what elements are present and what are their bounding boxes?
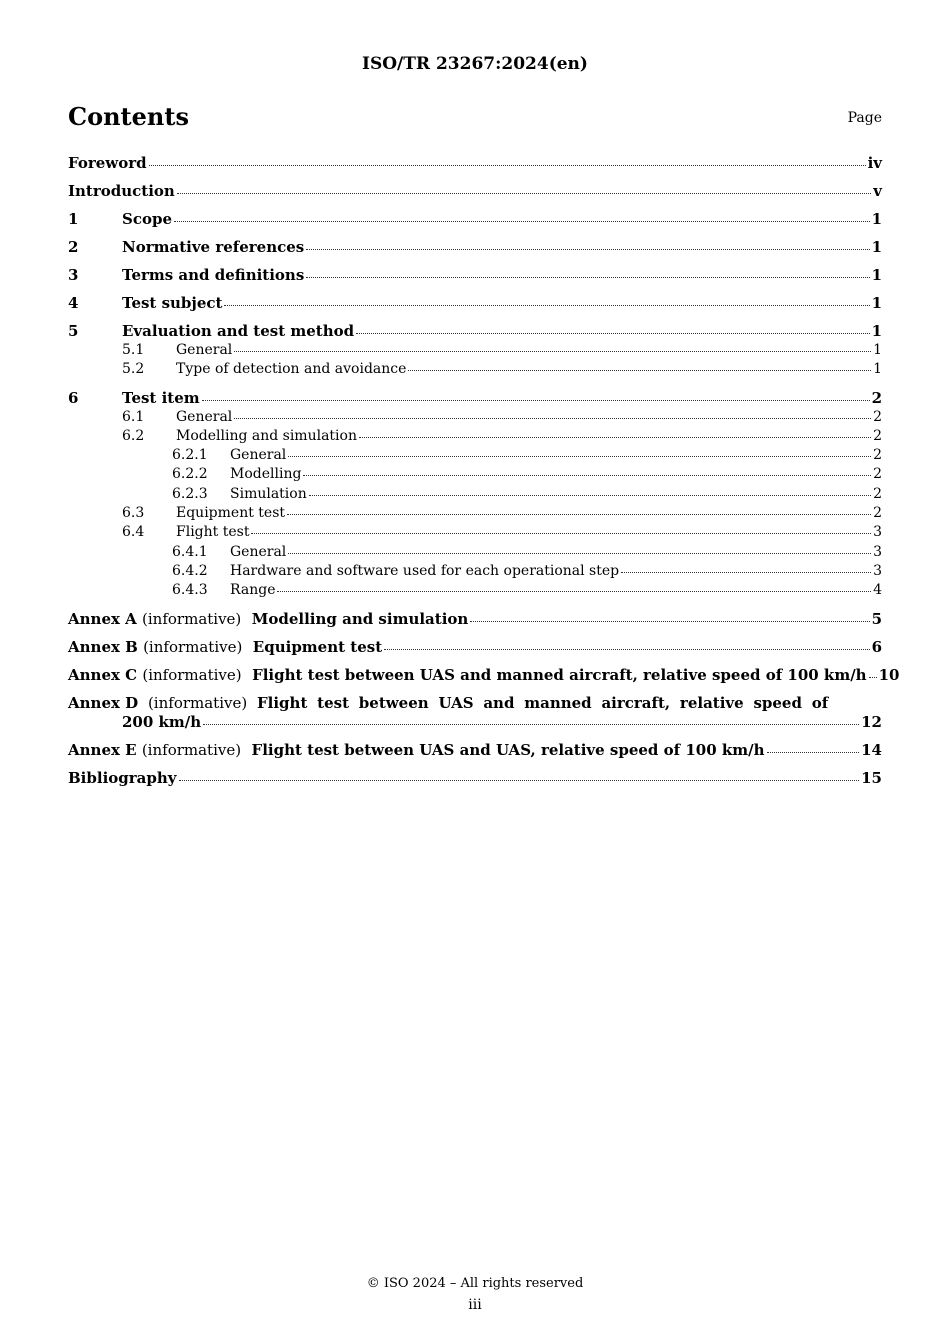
leader-dots [384, 648, 869, 650]
toc-title: Equipment test [176, 505, 286, 522]
annex-title-word: Flight [257, 693, 308, 712]
leader-dots [621, 571, 871, 573]
annex-d-first-line [68, 694, 882, 713]
toc-entry-bibliography[interactable] [68, 769, 882, 788]
annex-title-word: UAS [438, 693, 474, 712]
toc-title: Hardware and software used for each operational step [230, 562, 620, 579]
toc-title: Flight test [176, 524, 250, 541]
annex-title-word: manned [524, 693, 592, 712]
toc-entry-6-1[interactable] [68, 408, 882, 427]
leader-dots [234, 350, 871, 352]
toc-entry-annex-b[interactable] [68, 638, 882, 657]
toc-title: Evaluation and test method [122, 322, 355, 340]
toc-number: 5.1 [122, 342, 145, 358]
annex-title-word: of [811, 693, 829, 712]
toc-entry-annex-e[interactable] [68, 741, 882, 760]
toc-entry-6-4-3[interactable] [68, 581, 882, 600]
annex-title-continued: 200 km/h [122, 712, 202, 731]
toc-page: 2 [873, 427, 882, 444]
annex-title: Flight test between UAS and UAS, relative speed of 100 km/h [251, 740, 765, 759]
toc-number: 6.2.2 [172, 466, 208, 483]
toc-page: 1 [873, 361, 882, 378]
toc-title: General [230, 447, 287, 464]
document-id: ISO/TR 23267:2024(en) [362, 54, 588, 74]
toc-page: 2 [873, 485, 882, 502]
toc-title: Bibliography [68, 768, 177, 787]
leader-dots [359, 436, 871, 438]
page-column-label: Page [847, 110, 882, 126]
toc-page: 6 [871, 637, 882, 656]
toc-title: Foreword [68, 154, 147, 172]
toc-title: Type of detection and avoidance [176, 361, 407, 378]
annex-label: Annex E [68, 740, 137, 759]
annex-title-word: aircraft, [601, 693, 671, 712]
toc-entry-scope[interactable] [68, 210, 882, 229]
toc-page: iv [867, 154, 882, 172]
toc-number: 6.4 [122, 524, 145, 541]
annex-title-word: test [317, 693, 350, 712]
toc-page: 1 [871, 210, 882, 228]
toc-title [68, 741, 765, 760]
toc-page: 10 [878, 665, 900, 684]
toc-title: General [230, 543, 287, 560]
toc-number: 3 [68, 266, 79, 284]
toc-number: 6.4.1 [172, 543, 208, 560]
toc-page: 1 [873, 342, 882, 358]
toc-page: 2 [873, 408, 882, 425]
toc-entry-normative-references[interactable] [68, 238, 882, 257]
toc-title: General [176, 342, 233, 358]
toc-entry-foreword[interactable] [68, 154, 882, 173]
toc-entry-terms-definitions[interactable] [68, 266, 882, 285]
toc-number: 6.4.2 [172, 562, 208, 579]
toc-number: 6 [68, 388, 79, 407]
toc-entry-6-4[interactable] [68, 523, 882, 542]
toc-title: Simulation [230, 485, 307, 502]
toc-page: 2 [873, 447, 882, 464]
line-end-spacer [838, 694, 882, 713]
annex-label: Annex C [68, 665, 138, 684]
annex-title-word: and [483, 693, 515, 712]
annex-type: (informative) [143, 637, 243, 656]
toc-page: 12 [861, 712, 882, 731]
toc-title: Introduction [68, 182, 175, 200]
toc-entry-6-2-1[interactable] [68, 446, 882, 465]
toc-page: v [873, 182, 882, 200]
annex-type: (informative) [142, 609, 242, 628]
leader-dots [149, 164, 866, 166]
toc-title: Test item [122, 388, 200, 407]
leader-dots [277, 590, 871, 592]
annex-type: (informative) [142, 665, 242, 684]
toc-page: 5 [871, 609, 882, 628]
toc-number: 6.3 [122, 505, 145, 522]
leader-dots [174, 220, 870, 222]
toc-page: 2 [873, 505, 882, 522]
annex-title-word: relative [679, 693, 744, 712]
leader-dots [234, 417, 871, 419]
toc-title: Modelling and simulation [176, 427, 357, 444]
copyright-notice: © ISO 2024 – All rights reserved [366, 1276, 584, 1291]
toc-entry-6-2[interactable] [68, 427, 882, 446]
leader-dots [306, 248, 869, 250]
leader-dots [470, 620, 869, 622]
annex-title-word: speed [753, 693, 802, 712]
toc-entry-annex-a[interactable] [68, 610, 882, 629]
toc-entry-6-2-2[interactable] [68, 465, 882, 484]
toc-number: 6.2 [122, 427, 145, 444]
toc-title: Test subject [122, 294, 223, 312]
leader-dots [203, 723, 859, 725]
leader-dots [251, 532, 871, 534]
toc-number: 6.2.3 [172, 485, 208, 502]
toc-title: General [176, 408, 233, 425]
toc-page: 15 [861, 768, 882, 787]
toc-entry-test-subject[interactable] [68, 294, 882, 313]
toc-number: 6.4.3 [172, 582, 208, 599]
contents-heading: Contents [68, 102, 189, 131]
annex-title-word: between [358, 693, 429, 712]
toc-entry-5-1[interactable] [68, 341, 882, 360]
toc-entry-test-item[interactable] [68, 389, 882, 408]
toc-number: 5.2 [122, 361, 145, 378]
toc-entry-6-3[interactable] [68, 504, 882, 523]
leader-dots [869, 676, 877, 678]
annex-d-second-line [68, 713, 882, 732]
table-of-contents [68, 150, 900, 788]
toc-entry-6-2-3[interactable] [68, 485, 882, 504]
toc-number: 6.1 [122, 408, 145, 425]
toc-page: 4 [873, 582, 882, 599]
toc-title: Range [230, 582, 276, 599]
toc-page: 1 [871, 294, 882, 312]
annex-type: (informative) [141, 740, 242, 759]
page-number: iii [468, 1297, 482, 1313]
annex-title: Modelling and simulation [251, 609, 469, 628]
leader-dots [303, 474, 871, 476]
toc-entry-introduction[interactable] [68, 182, 882, 201]
annex-title: Equipment test [252, 637, 383, 656]
annex-title: Flight test between UAS and manned aircraft, relative speed of 100 km/h [252, 665, 867, 684]
leader-dots [288, 552, 871, 554]
annex-type: (informative) [147, 693, 248, 712]
toc-page: 2 [873, 466, 882, 483]
annex-label: Annex B [68, 637, 138, 656]
toc-entry-6-4-2[interactable] [68, 562, 882, 581]
toc-number: 4 [68, 294, 79, 312]
leader-dots [177, 192, 871, 194]
toc-number: 2 [68, 238, 79, 256]
toc-entry-6-4-1[interactable] [68, 543, 882, 562]
leader-dots [408, 369, 871, 371]
toc-page: 1 [871, 322, 882, 340]
toc-entry-5-2[interactable] [68, 360, 882, 379]
toc-entry-evaluation-test-method[interactable] [68, 322, 882, 341]
toc-title: Terms and definitions [122, 266, 305, 284]
annex-label: Annex D [68, 693, 139, 712]
leader-dots [356, 332, 869, 334]
leader-dots [224, 304, 869, 306]
leader-dots [202, 399, 870, 401]
toc-number: 5 [68, 322, 79, 340]
toc-title: Scope [122, 210, 173, 228]
toc-title [68, 666, 867, 685]
toc-page: 14 [861, 740, 882, 759]
toc-title: Normative references [122, 238, 305, 256]
toc-page: 3 [873, 524, 882, 541]
leader-dots [179, 779, 860, 781]
toc-entry-annex-d[interactable] [68, 694, 882, 732]
leader-dots [288, 455, 871, 457]
leader-dots [287, 513, 871, 515]
toc-title [68, 610, 468, 629]
leader-dots [767, 751, 860, 753]
annex-label: Annex A [68, 609, 137, 628]
toc-number: 6.2.1 [172, 447, 208, 464]
toc-title [68, 638, 382, 657]
toc-entry-annex-c[interactable] [68, 665, 900, 685]
toc-page: 1 [871, 266, 882, 284]
leader-dots [306, 276, 869, 278]
toc-page: 3 [873, 543, 882, 560]
toc-title: Modelling [230, 466, 302, 483]
toc-page: 1 [871, 238, 882, 256]
toc-page: 3 [873, 562, 882, 579]
toc-number: 1 [68, 210, 79, 228]
toc-page: 2 [871, 388, 882, 407]
leader-dots [309, 494, 871, 496]
